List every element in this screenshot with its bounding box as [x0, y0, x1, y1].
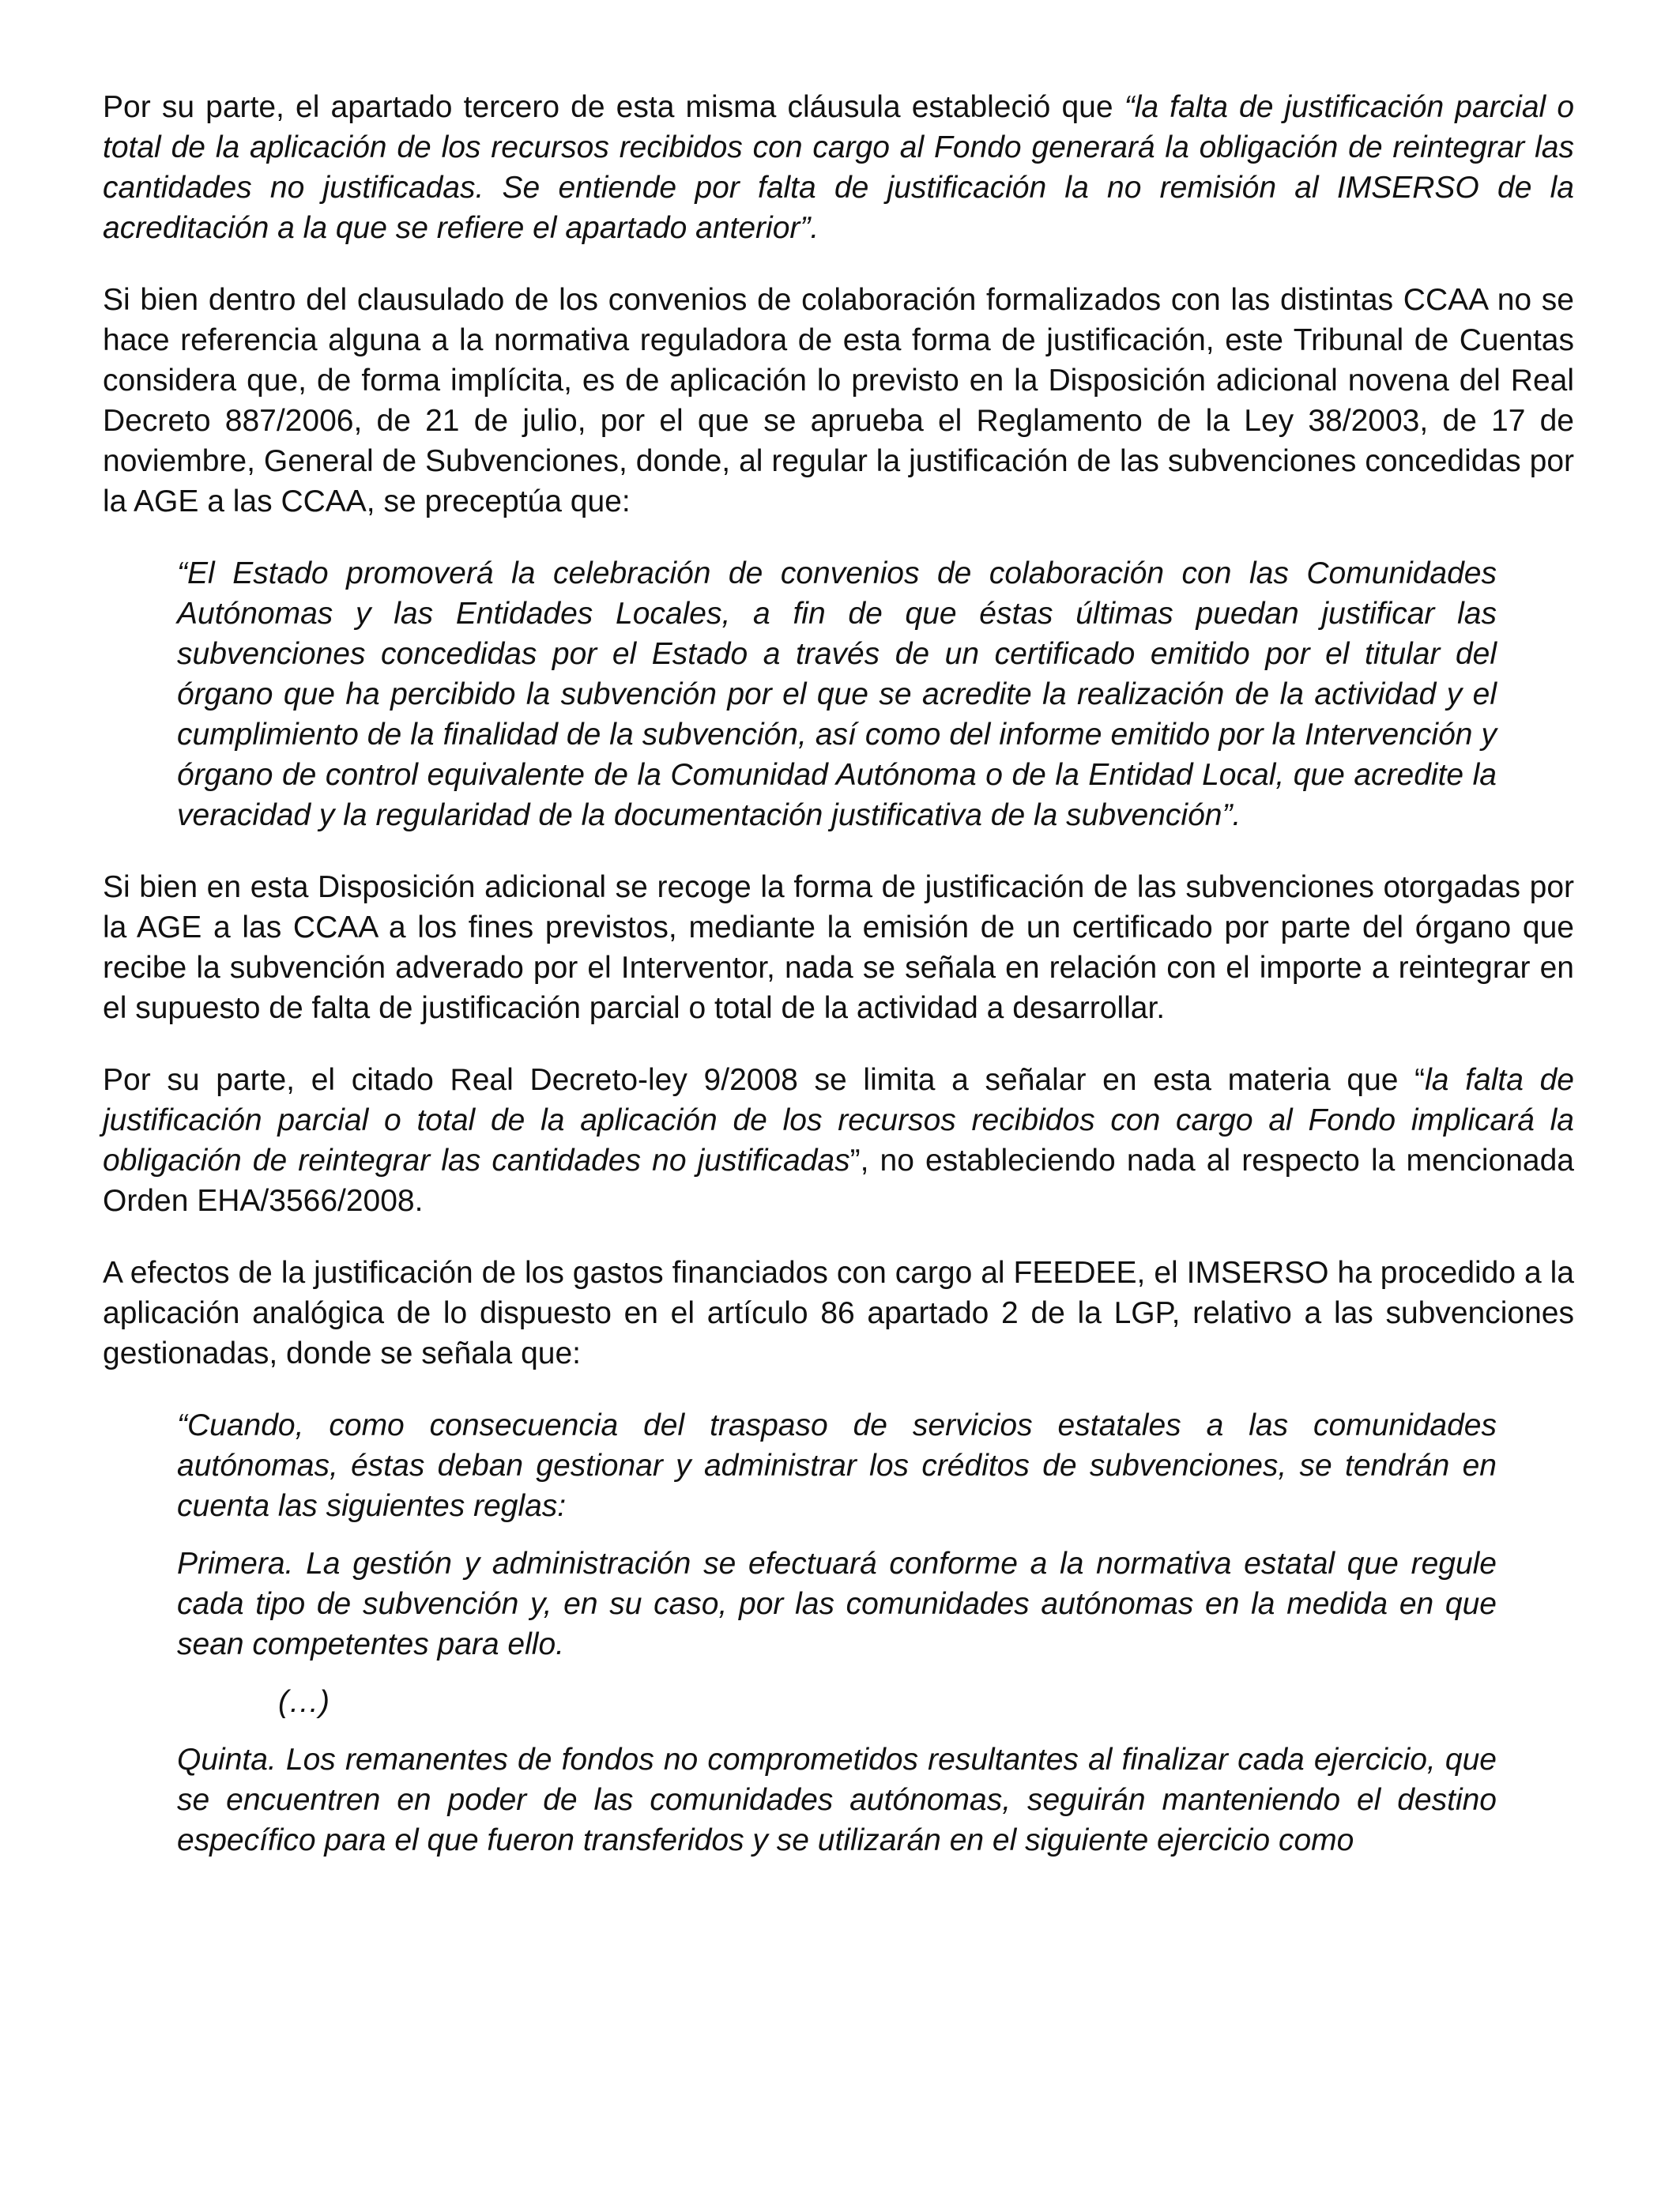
- paragraph-reintegro-clause: [103, 87, 1574, 248]
- quote-disposicion-adicional: [177, 553, 1497, 835]
- paragraph-tail: ”, no estableciendo nada al respecto la mencionada Orden EHA/3566/2008.: [103, 1144, 1574, 1218]
- quote-intro: “Cuando, como consecuencia del traspaso de servicios estatales a las comunidades autónomas, éstas deban gestionar y administrar los créditos de subvenciones, se tendrán en cuenta las siguientes reglas:: [177, 1408, 1497, 1523]
- quoted-clause-text: “la falta de justificación parcial o total de la aplicación de los recursos recibidos con cargo al Fondo generará la obligación de reintegrar las cantidades no justificadas. Se entiende por falta de justificación la no remisión al IMSERSO de la acreditación a la que se refiere el apartado anterior”.: [103, 90, 1575, 245]
- quote-rule-quinta: Quinta. Los remanentes de fondos no comprometidos resultantes al finalizar cada ejercicio, que se encuentren en poder de las comunidades autónomas, seguirán manteniendo el destino específico para el que fueron transferidos y se utilizarán en el siguiente ejercicio como: [177, 1743, 1497, 1857]
- paragraph-disposicion-adicional-analysis: Si bien en esta Disposición adicional se recoge la forma de justificación de las subvenciones otorgadas por la AGE a las CCAA a los fines previstos, mediante la emisión de un certificado por parte del órgano que recibe la subvención adverado por el Interventor, nada se señala en relación con el importe a reintegrar en el supuesto de falta de justificación parcial o total de la actividad a desarrollar.: [103, 870, 1574, 1025]
- quote-rule-primera: Primera. La gestión y administración se efectuará conforme a la normativa estatal que regule cada tipo de subvención y, en su caso, por las comunidades autónomas en la medida en que sean competentes para ello.: [177, 1547, 1497, 1661]
- paragraph-real-decreto-ley-9-2008: [103, 1060, 1574, 1221]
- paragraph-lead: Por su parte, el citado Real Decreto-ley 9/2008 se limita a señalar en esta materia que “: [103, 1063, 1426, 1097]
- document-body: [103, 87, 1574, 1878]
- paragraph-feedee-justification: A efectos de la justificación de los gastos financiados con cargo al FEEDEE, el IMSERSO ha procedido a la aplicación analógica de lo dispuesto en el artículo 86 apartado 2 de la LGP, relativo a las subvenciones gestionadas, donde se señala que:: [103, 1256, 1574, 1370]
- paragraph-lead: Por su parte, el apartado tercero de esta misma cláusula estableció que: [103, 90, 1124, 124]
- quote-text: “El Estado promoverá la celebración de convenios de colaboración con las Comunidades Autónomas y las Entidades Locales, a fin de que éstas últimas puedan justificar las subvenciones concedidas por el Estado a través de un certificado emitido por el titular del órgano que ha percibido la subvención por el que se acredite la realización de la actividad y el cumplimiento de la finalidad de la subvención, así como del informe emitido por la Intervención y órgano de control equivalente de la Comunidad Autónoma o de la Entidad Local, que acredite la veracidad y la regularidad de la documentación justificativa de la subvención”.: [177, 556, 1497, 832]
- paragraph-real-decreto-887: Si bien dentro del clausulado de los convenios de colaboración formalizados con las distintas CCAA no se hace referencia alguna a la normativa reguladora de esta forma de justificación, este Tribunal de Cuentas considera que, de forma implícita, es de aplicación lo previsto en la Disposición adicional novena del Real Decreto 887/2006, de 21 de julio, por el que se aprueba el Reglamento de la Ley 38/2003, de 17 de noviembre, General de Subvenciones, donde, al regular la justificación de las subvenciones concedidas por la AGE a las CCAA, se preceptúa que:: [103, 283, 1574, 518]
- quote-ellipsis: (…): [278, 1685, 330, 1719]
- quoted-law-text: la falta de justificación parcial o total de la aplicación de los recursos recibidos con cargo al Fondo implicará la obligación de reintegrar las cantidades no justificadas: [103, 1063, 1574, 1178]
- quote-lgp-article-86: [177, 1405, 1497, 1860]
